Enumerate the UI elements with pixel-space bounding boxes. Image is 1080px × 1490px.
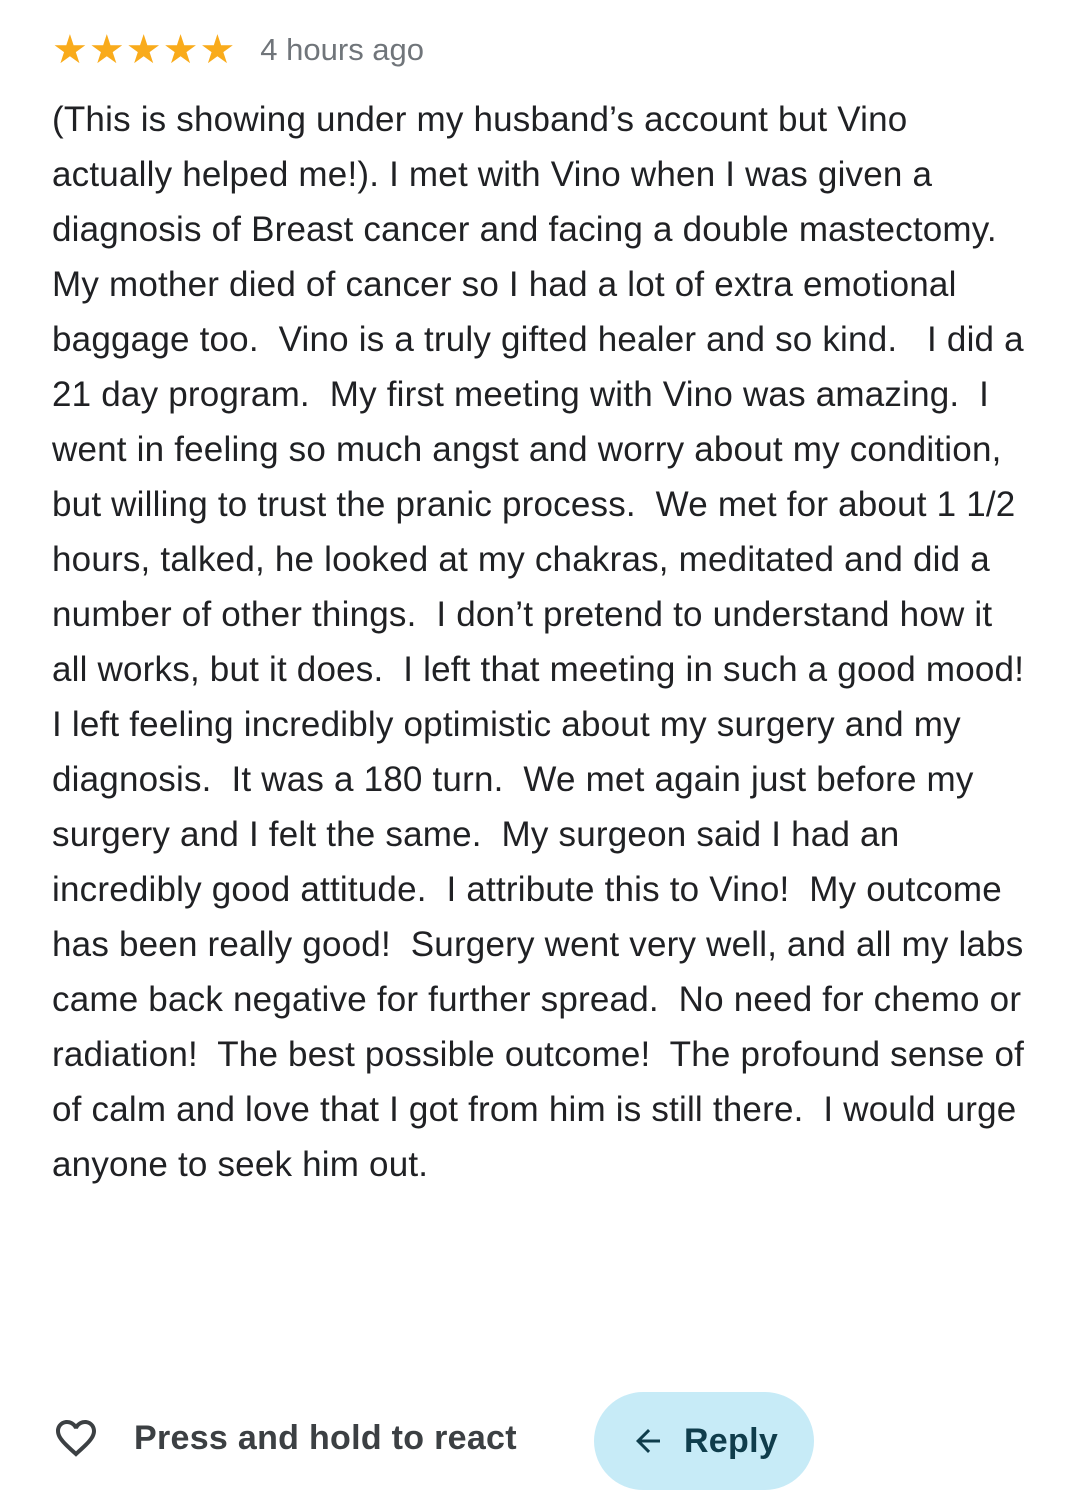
react-button[interactable] — [52, 1414, 517, 1462]
reply-label: Reply — [683, 1421, 779, 1460]
heart-icon — [52, 1414, 100, 1462]
review-timestamp: 4 hours ago — [260, 32, 425, 67]
reply-button[interactable] — [594, 1392, 814, 1490]
review-header — [52, 24, 1028, 76]
review-text: (This is showing under my husband’s account but Vino actually helped me!). I met with Vino when I was given a diagnosis of Breast cancer and facing a double mastectomy. My mother died of cancer so I had a lot of extra emotional baggage too. Vino is a truly gifted healer and so kind. I did a 21 day program. My first meeting with Vino was amazing. I went in feeling so much angst and worry about my condition, but willing to trust the pranic process. We met for about 1 1/2 hours, talked, he looked at my chakras, meditated and did a number of other things. I don’t pretend to understand how it all works, but it does. I left that meeting in such a good mood! I left feeling incredibly optimistic about my surgery and my diagnosis. It was a 180 turn. We met again just before my surgery and I felt the same. My surgeon said I had an incredibly good attitude. I attribute this to Vino! My outcome has been really good! Surgery went very well, and all my labs came back negative for further spread. No need for chemo or radiation! The best possible outcome! The profound sense of of calm and love that I got from him is still there. I would urge anyone to seek him out. — [52, 100, 1044, 1184]
react-label: Press and hold to react — [134, 1418, 517, 1457]
star-rating: ★★★★★ — [52, 27, 237, 73]
arrow-left-icon — [630, 1423, 666, 1459]
